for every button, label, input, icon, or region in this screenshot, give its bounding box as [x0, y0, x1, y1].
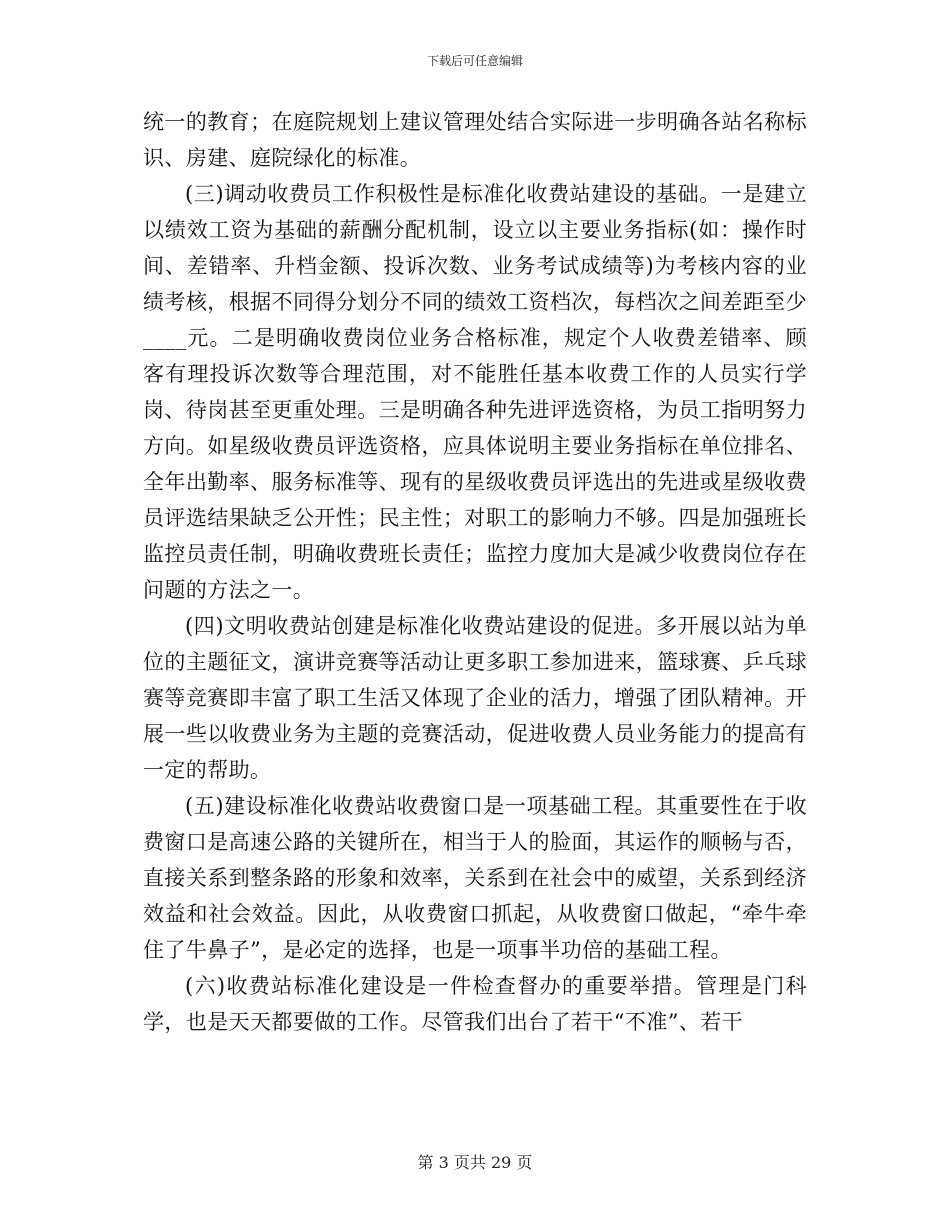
paragraph-section-6: (六)收费站标准化建设是一件检查督办的重要举措。管理是门科学，也是天天都要做的工作。尽管我们出台了若干“不准”、若干 [143, 974, 807, 1034]
page-header: 下载后可任意编辑 [426, 54, 523, 68]
page-number-footer: 第 3 页共 29 页 [417, 1153, 533, 1172]
paragraph-section-5: (五)建设标准化收费站收费窗口是一项基础工程。其重要性在于收费窗口是高速公路的关键所在，相当于人的脸面，其运作的顺畅与否，直接关系到整条路的形象和效率，关系到在社会中的威望，关系到经济效益和社会效益。因此，从收费窗口抓起，从收费窗口做起，“牵牛牵住了牛鼻子”，是必定的选择，也是一项事半功倍的基础工程。 [143, 794, 807, 962]
document-body [143, 104, 807, 1040]
paragraph-section-3: (三)调动收费员工作积极性是标准化收费站建设的基础。一是建立以绩效工资为基础的薪酬分配机制，设立以主要业务指标(如：操作时间、差错率、升档金额、投诉次数、业务考试成绩等)为考核内容的业绩考核，根据不同得分划分不同的绩效工资档次，每档次之间差距至少____元。二是明确收费岗位业务合格标准，规定个人收费差错率、顾客有理投诉次数等合理范围，对不能胜任基本收费工作的人员实行学岗、待岗甚至更重处理。三是明确各种先进评选资格，为员工指明努力方向。如星级收费员评选资格，应具体说明主要业务指标在单位排名、全年出勤率、服务标准等、现有的星级收费员评选出的先进或星级收费员评选结果缺乏公开性；民主性；对职工的影响力不够。四是加强班长监控员责任制，明确收费班长责任；监控力度加大是减少收费岗位存在问题的方法之一。 [143, 182, 807, 602]
paragraph-section-4: (四)文明收费站创建是标准化收费站建设的促进。多开展以站为单位的主题征文，演讲竞赛等活动让更多职工参加进来，篮球赛、乒乓球赛等竞赛即丰富了职工生活又体现了企业的活力，增强了团队精神。开展一些以收费业务为主题的竞赛活动，促进收费人员业务能力的提高有一定的帮助。 [143, 614, 807, 782]
paragraph-continuation: 统一的教育；在庭院规划上建议管理处结合实际进一步明确各站名称标识、房建、庭院绿化的标准。 [143, 110, 807, 170]
